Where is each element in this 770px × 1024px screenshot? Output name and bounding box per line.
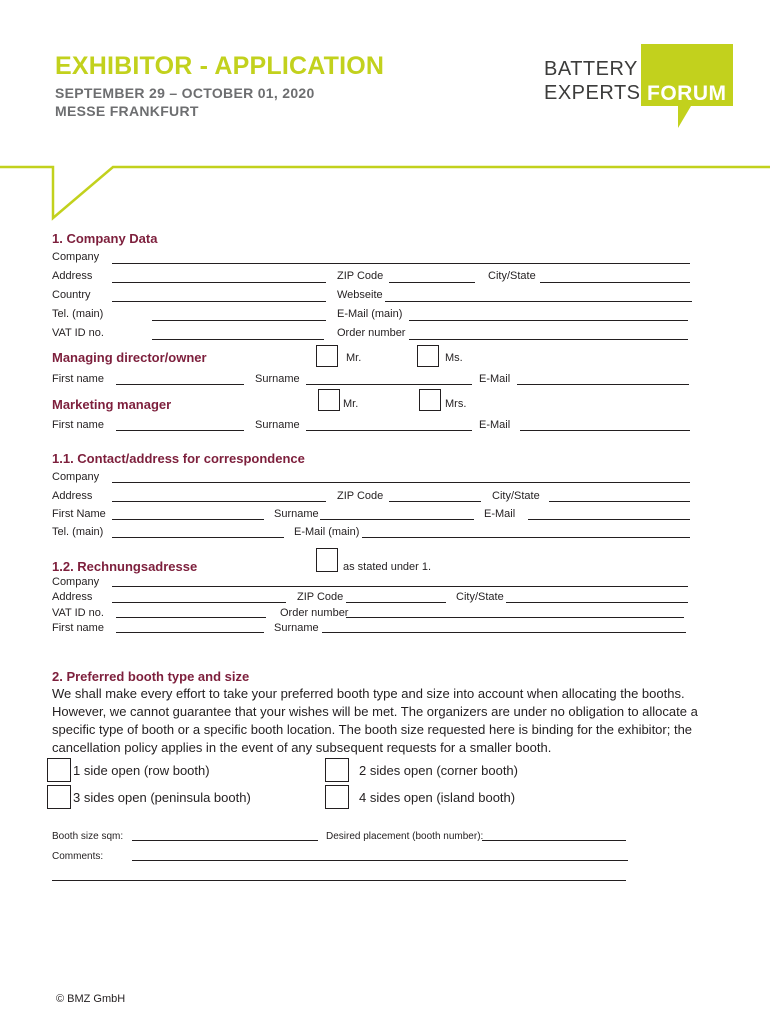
section-managing-director-heading: Managing director/owner xyxy=(52,350,207,365)
tel-label: Tel. (main) xyxy=(52,308,104,320)
booth-corner-label: 2 sides open (corner booth) xyxy=(359,763,518,778)
contact-surname-field[interactable] xyxy=(320,519,474,520)
address-label: Address xyxy=(52,270,93,282)
section-contact-heading: 1.1. Contact/address for correspondence xyxy=(52,451,305,466)
contact-email-field[interactable] xyxy=(528,519,690,520)
comments-label: Comments: xyxy=(52,851,104,862)
city-field[interactable] xyxy=(540,282,690,283)
director-surname-field[interactable] xyxy=(306,384,472,385)
section-marketing-manager-heading: Marketing manager xyxy=(52,397,172,412)
website-label: Webseite xyxy=(337,289,383,301)
section-company-data-heading: 1. Company Data xyxy=(52,231,158,246)
billing-zip-field[interactable] xyxy=(346,602,446,603)
contact-first-name-field[interactable] xyxy=(112,519,264,520)
billing-first-name-field[interactable] xyxy=(116,632,264,633)
billing-order-label: Order number xyxy=(280,607,349,619)
booth-size-field[interactable] xyxy=(132,840,318,841)
vat-field[interactable] xyxy=(152,339,324,340)
battery-experts-forum-logo xyxy=(540,42,740,132)
contact-company-label: Company xyxy=(52,471,100,483)
website-field[interactable] xyxy=(385,301,692,302)
director-email-field[interactable] xyxy=(517,384,689,385)
email-main-label: E-Mail (main) xyxy=(337,308,403,320)
billing-company-field[interactable] xyxy=(112,586,688,587)
contact-city-label: City/State xyxy=(492,490,540,502)
contact-tel-field[interactable] xyxy=(112,537,284,538)
booth-placement-field[interactable] xyxy=(482,840,626,841)
marketing-first-name-label: First name xyxy=(52,419,104,431)
country-label: Country xyxy=(52,289,91,301)
address-field[interactable] xyxy=(112,282,326,283)
billing-city-label: City/State xyxy=(456,591,504,603)
billing-same-label: as stated under 1. xyxy=(343,561,432,573)
billing-zip-label: ZIP Code xyxy=(297,591,344,603)
billing-surname-field[interactable] xyxy=(322,632,686,633)
zip-label: ZIP Code xyxy=(337,270,384,282)
billing-same-checkbox[interactable] xyxy=(316,548,338,572)
director-first-name-label: First name xyxy=(52,373,104,385)
director-mr-checkbox[interactable] xyxy=(316,345,338,367)
email-main-field[interactable] xyxy=(409,320,688,321)
marketing-email-field[interactable] xyxy=(520,430,690,431)
marketing-first-name-field[interactable] xyxy=(116,430,244,431)
booth-row-label: 1 side open (row booth) xyxy=(73,763,210,778)
billing-vat-label: VAT ID no. xyxy=(52,607,104,619)
vat-label: VAT ID no. xyxy=(52,327,104,339)
booth-row-checkbox[interactable] xyxy=(47,758,71,782)
booth-peninsula-label: 3 sides open (peninsula booth) xyxy=(73,790,251,805)
director-email-label: E-Mail xyxy=(479,373,511,385)
page-title: EXHIBITOR - APPLICATION xyxy=(55,52,385,80)
header-divider-speech-line xyxy=(0,160,770,230)
contact-first-name-label: First Name xyxy=(52,508,106,520)
marketing-surname-field[interactable] xyxy=(306,430,472,431)
contact-zip-field[interactable] xyxy=(389,501,481,502)
booth-island-label: 4 sides open (island booth) xyxy=(359,790,516,805)
billing-order-field[interactable] xyxy=(346,617,684,618)
tel-field[interactable] xyxy=(152,320,326,321)
contact-address-label: Address xyxy=(52,490,93,502)
event-venue: MESSE FRANKFURT xyxy=(55,103,199,119)
contact-city-field[interactable] xyxy=(549,501,690,502)
director-surname-label: Surname xyxy=(255,373,300,385)
billing-surname-label: Surname xyxy=(274,622,319,634)
section-booth-heading: 2. Preferred booth type and size xyxy=(52,669,250,684)
marketing-mr-label: Mr. xyxy=(343,398,359,410)
contact-email-label: E-Mail xyxy=(484,508,516,520)
zip-field[interactable] xyxy=(389,282,475,283)
booth-description: We shall make every effort to take your preferred booth type and size into account when allocating the booths. However, we cannot guarantee that your wishes will be met. The organizers are under no obligation to allocate a specific type of booth or a specific booth location. The booth size requested here is binding for the exhibitor; the cancellation policy applies in the event of any subsequent requests for a smaller booth. xyxy=(52,686,698,755)
contact-address-field[interactable] xyxy=(112,501,326,502)
billing-address-label: Address xyxy=(52,591,93,603)
director-mr-label: Mr. xyxy=(346,352,362,364)
booth-size-label: Booth size sqm: xyxy=(52,831,124,842)
marketing-mrs-label: Mrs. xyxy=(445,398,467,410)
contact-company-field[interactable] xyxy=(112,482,690,483)
company-field[interactable] xyxy=(112,263,690,264)
company-label: Company xyxy=(52,251,100,263)
marketing-surname-label: Surname xyxy=(255,419,300,431)
comments-field-line-2[interactable] xyxy=(52,880,626,881)
booth-peninsula-checkbox[interactable] xyxy=(47,785,71,809)
director-first-name-field[interactable] xyxy=(116,384,244,385)
logo-battery-text: BATTERY xyxy=(544,58,638,80)
billing-company-label: Company xyxy=(52,576,100,588)
booth-placement-label: Desired placement (booth number): xyxy=(326,831,484,842)
comments-field[interactable] xyxy=(132,860,628,861)
contact-email-main-label: E-Mail (main) xyxy=(294,526,360,538)
logo-forum-text: FORUM xyxy=(647,82,727,105)
event-date: SEPTEMBER 29 – OCTOBER 01, 2020 xyxy=(55,85,315,101)
booth-island-checkbox[interactable] xyxy=(325,785,349,809)
footer-copyright: © BMZ GmbH xyxy=(56,993,126,1005)
contact-surname-label: Surname xyxy=(274,508,319,520)
director-ms-checkbox[interactable] xyxy=(417,345,439,367)
contact-email-main-field[interactable] xyxy=(362,537,690,538)
section-billing-heading: 1.2. Rechnungsadresse xyxy=(52,559,198,574)
billing-first-name-label: First name xyxy=(52,622,104,634)
billing-address-field[interactable] xyxy=(112,602,286,603)
contact-zip-label: ZIP Code xyxy=(337,490,384,502)
order-number-field[interactable] xyxy=(409,339,688,340)
logo-experts-text: EXPERTS xyxy=(544,82,641,104)
billing-vat-field[interactable] xyxy=(116,617,266,618)
marketing-email-label: E-Mail xyxy=(479,419,511,431)
director-ms-label: Ms. xyxy=(445,352,463,364)
country-field[interactable] xyxy=(112,301,326,302)
marketing-mr-checkbox[interactable] xyxy=(318,389,340,411)
billing-city-field[interactable] xyxy=(506,602,688,603)
city-label: City/State xyxy=(488,270,536,282)
contact-tel-label: Tel. (main) xyxy=(52,526,104,538)
marketing-mrs-checkbox[interactable] xyxy=(419,389,441,411)
order-number-label: Order number xyxy=(337,327,406,339)
booth-corner-checkbox[interactable] xyxy=(325,758,349,782)
